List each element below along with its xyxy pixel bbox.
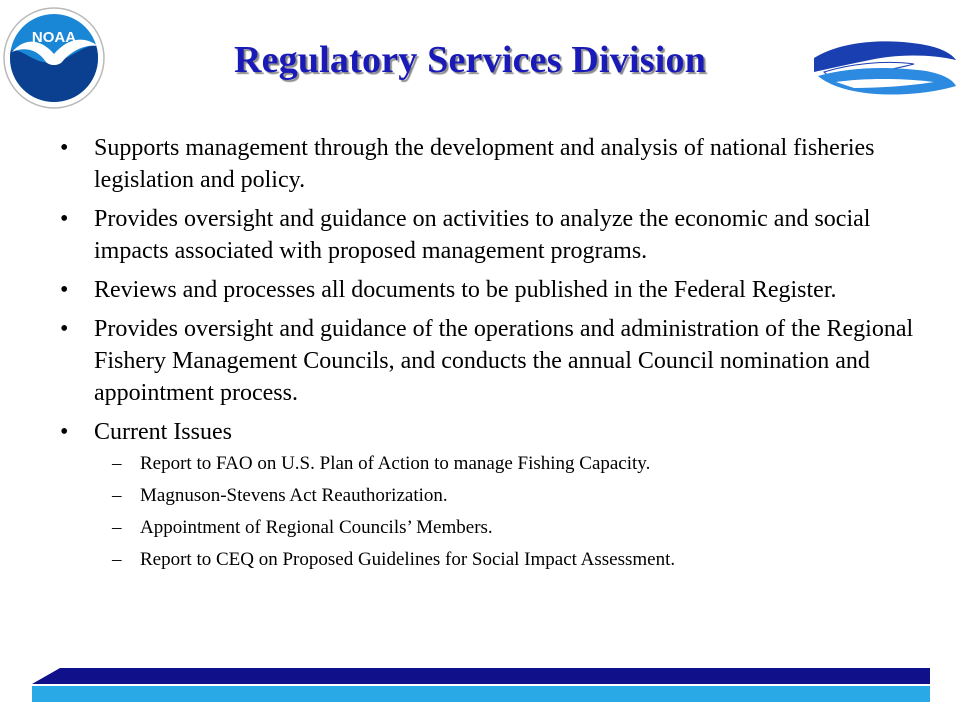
- sub-item-text: Magnuson-Stevens Act Reauthorization.: [140, 485, 448, 506]
- footer-bar: [32, 668, 930, 706]
- bullet-list: [56, 132, 916, 580]
- sub-item: [56, 484, 916, 508]
- dash-marker: –: [112, 549, 122, 570]
- current-issues-list: [56, 452, 916, 572]
- dash-marker: –: [112, 517, 122, 538]
- sub-item-text: Report to CEQ on Proposed Guidelines for Social Impact Assessment.: [140, 549, 676, 570]
- dash-marker: –: [112, 485, 122, 506]
- bullet-text: Reviews and processes all documents to be published in the Federal Register.: [94, 277, 837, 303]
- bullet-marker: •: [60, 316, 69, 342]
- sub-item: [56, 548, 916, 572]
- footer-light-band: [32, 686, 930, 702]
- slide-title: Regulatory Services Division: [233, 39, 707, 81]
- bullet-item: [56, 274, 916, 306]
- bullet-text: Supports management through the development and analysis of national fisheries legislation and policy.: [94, 135, 875, 193]
- bullet-text: Provides oversight and guidance on activities to analyze the economic and social impacts associated with proposed management programs.: [94, 206, 871, 264]
- bullet-item-current-issues: [56, 416, 916, 572]
- bullet-text: Provides oversight and guidance of the operations and administration of the Regional Fishery Management Councils, and conducts the annual Council nomination and appointment process.: [94, 316, 914, 406]
- bullet-item: [56, 203, 916, 267]
- sub-item: [56, 452, 916, 476]
- bullet-marker: •: [60, 206, 69, 232]
- footer-navy-band: [32, 668, 930, 684]
- nmfs-logo-icon: [810, 38, 960, 100]
- dash-marker: –: [112, 453, 122, 474]
- sub-item: [56, 516, 916, 540]
- bullet-marker: •: [60, 419, 69, 445]
- bullet-marker: •: [60, 135, 69, 161]
- sub-item-text: Appointment of Regional Councils’ Members.: [140, 517, 493, 538]
- bullet-item: [56, 313, 916, 409]
- svg-text:NOAA: NOAA: [31, 29, 77, 46]
- noaa-logo-icon: [2, 6, 106, 110]
- sub-item-text: Report to FAO on U.S. Plan of Action to manage Fishing Capacity.: [140, 453, 651, 474]
- bullet-text: Current Issues: [94, 419, 232, 445]
- bullet-marker: •: [60, 277, 69, 303]
- bullet-item: [56, 132, 916, 196]
